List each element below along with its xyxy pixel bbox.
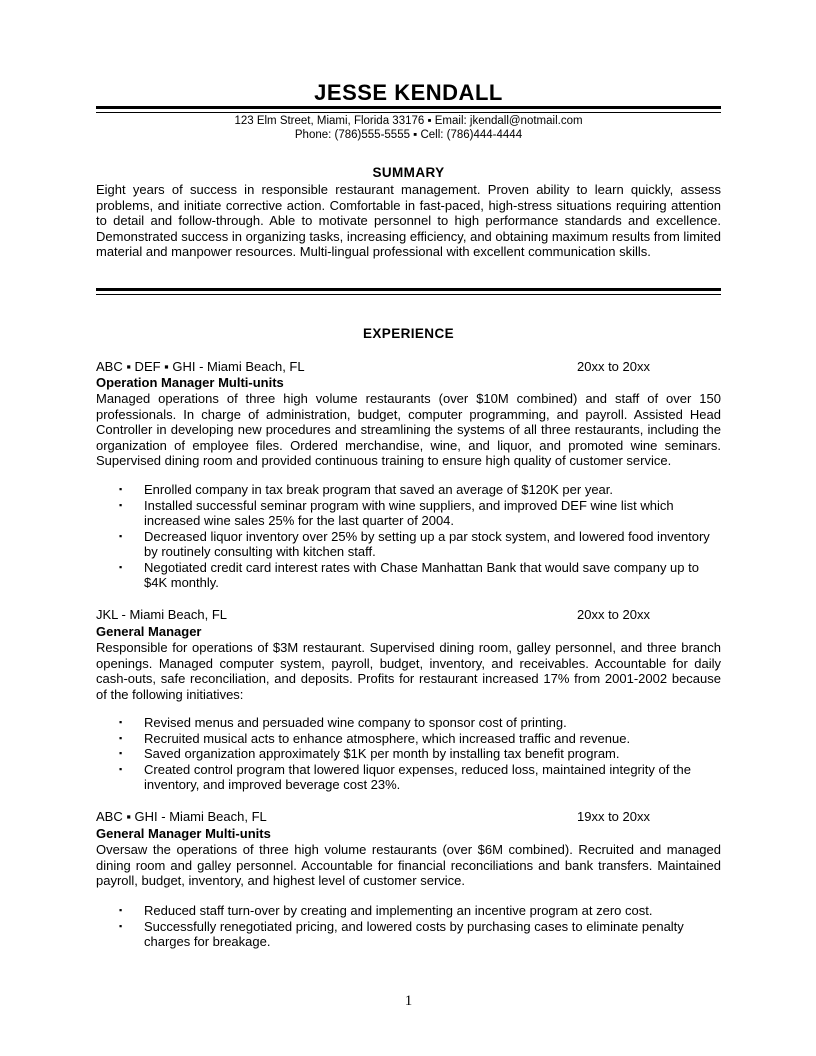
square-bullet-icon: ▪ xyxy=(119,499,123,510)
square-bullet-icon: ▪ xyxy=(119,484,123,494)
job-title: Operation Manager Multi-units xyxy=(96,375,284,390)
section-rule-thick xyxy=(96,288,721,291)
job-employer: ABC ▪ DEF ▪ GHI - Miami Beach, FL xyxy=(96,359,305,374)
achievement-text: Revised menus and persuaded wine company to sponsor cost of printing. xyxy=(144,715,567,730)
square-bullet-icon: ▪ xyxy=(119,530,123,541)
job-achievements xyxy=(96,482,721,591)
achievement-text: Enrolled company in tax break program that saved an average of $120K per year. xyxy=(144,482,614,497)
page-number: 1 xyxy=(404,993,413,1009)
achievement-item xyxy=(96,731,721,747)
header-rule-thin xyxy=(96,112,721,113)
achievement-text: Recruited musical acts to enhance atmosphere, which increased traffic and revenue. xyxy=(144,730,631,746)
achievement-item xyxy=(96,746,721,762)
job-dates: 20xx to 20xx xyxy=(577,359,650,374)
achievement-item xyxy=(96,919,721,950)
achievement-item xyxy=(96,762,721,793)
job-employer: JKL - Miami Beach, FL xyxy=(96,607,228,622)
square-bullet-icon: ▪ xyxy=(119,732,123,743)
achievement-text: Successfully renegotiated pricing, and lowered costs by purchasing cases to eliminate penalty charges for breakage. xyxy=(144,918,684,949)
experience-heading: EXPERIENCE xyxy=(362,326,455,341)
job-achievements xyxy=(96,715,721,793)
achievement-item xyxy=(96,498,721,529)
candidate-name: JESSE KENDALL xyxy=(314,80,503,105)
achievement-item xyxy=(96,529,721,560)
achievement-text: Installed successful seminar program with wine suppliers, and improved DEF wine list which increased wine sales 25% for the last quarter of 2004. xyxy=(144,497,674,528)
job-description: Responsible for operations of $3M restaurant. Supervised dining room, galley personnel, and three branch openings. Managed computer system, payroll, budget, inventory, and receivables. Accountable for daily cash-outs, safe reconciliation, and deposits. Profits for restaurant increased 17% from 2001-2002 because of the following initiatives: xyxy=(96,640,721,702)
header-rule-thick xyxy=(96,106,721,109)
job-description: Oversaw the operations of three high volume restaurants (over $6M combined). Recruited and managed dining room and galley personnel. Accountable for financial reconciliations and bank transfers. Maintained payroll, budget, inventory, and highest level of customer service. xyxy=(96,842,721,888)
summary-heading: SUMMARY xyxy=(372,165,445,180)
job-achievements xyxy=(96,903,721,950)
job-title: General Manager Multi-units xyxy=(96,826,271,841)
achievement-text: Created control program that lowered liquor expenses, reduced loss, maintained integrity of the inventory, and improved beverage cost 23%. xyxy=(144,761,692,792)
job-description: Managed operations of three high volume restaurants (over $10M combined) and staff of over 150 professionals. In charge of administration, budget, computer programming, and payroll. Assisted Head Controller in developing new procedures and streamlining the systems of all three restaurants, including the organization of employee files. Ordered merchandise, wine, and liquor, and promoted wine seminars. Supervised dining room and provided continuous training to ensure high quality of customer service. xyxy=(96,391,721,468)
achievement-text: Reduced staff turn-over by creating and implementing an incentive program at zero cost. xyxy=(144,903,653,918)
square-bullet-icon: ▪ xyxy=(119,905,123,915)
square-bullet-icon: ▪ xyxy=(119,763,123,774)
address-line: 123 Elm Street, Miami, Florida 33176 ▪ Email: jkendall@notmail.com xyxy=(234,115,583,127)
job-dates: 19xx to 20xx xyxy=(577,809,650,824)
achievement-text: Saved organization approximately $1K per month by installing tax benefit program. xyxy=(144,746,620,761)
square-bullet-icon: ▪ xyxy=(119,561,123,572)
job-employer: ABC ▪ GHI - Miami Beach, FL xyxy=(96,809,267,824)
job-dates: 20xx to 20xx xyxy=(577,607,650,622)
square-bullet-icon: ▪ xyxy=(119,920,123,931)
square-bullet-icon: ▪ xyxy=(119,717,123,727)
achievement-text: Negotiated credit card interest rates with Chase Manhattan Bank that would save company up to $4K monthly. xyxy=(144,559,699,590)
achievement-item xyxy=(96,903,721,919)
phone-line: Phone: (786)555-5555 ▪ Cell: (786)444-4444 xyxy=(294,129,523,141)
square-bullet-icon: ▪ xyxy=(119,748,123,758)
achievement-text: Decreased liquor inventory over 25% by setting up a par stock system, and lowered food inventory by routinely consulting with kitchen staff. xyxy=(144,528,710,559)
achievement-item xyxy=(96,715,721,731)
section-rule-thin xyxy=(96,294,721,295)
achievement-item xyxy=(96,560,721,591)
job-title: General Manager xyxy=(96,624,202,639)
summary-text: Eight years of success in responsible restaurant management. Proven ability to learn quickly, assess problems, and initiate corrective action. Comfortable in fast-paced, high-stress situations requiring attention to detail and follow-through. Able to motivate personnel to high performance standards and excellence. Demonstrated success in organizing tasks, increasing efficiency, and obtaining maximum results from limited material and manpower resources. Multi-lingual professional with excellent communication skills. xyxy=(96,182,721,259)
achievement-item xyxy=(96,482,721,498)
